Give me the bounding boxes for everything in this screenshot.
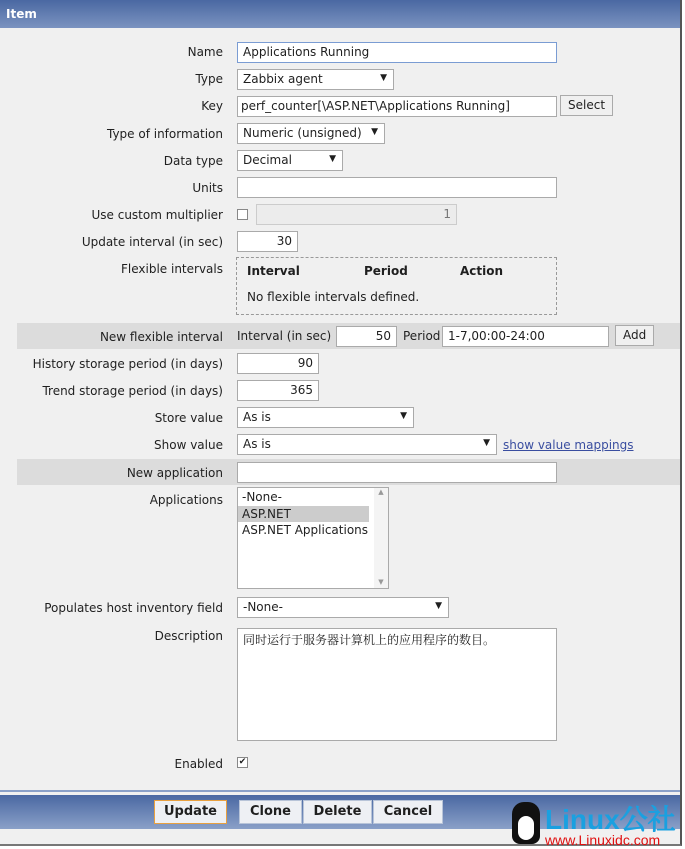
key-input[interactable]: perf_counter[\ASP.NET\Applications Running] [237, 96, 557, 117]
cancel-button[interactable]: Cancel [373, 800, 443, 824]
flex-period-input[interactable]: 1-7,00:00-24:00 [442, 326, 609, 347]
watermark-logo [510, 800, 685, 849]
flex-empty: No flexible intervals defined. [247, 290, 420, 304]
multiplier-label: Use custom multiplier [91, 208, 223, 222]
show-select[interactable]: As is ▼ [237, 434, 497, 455]
data-type-select[interactable]: Decimal ▼ [237, 150, 343, 171]
add-flex-button[interactable]: Add [615, 325, 654, 346]
enabled-label: Enabled [174, 757, 223, 771]
show-value-mappings-link[interactable]: show value mappings [503, 438, 634, 452]
key-label: Key [201, 99, 223, 113]
col-action: Action [460, 264, 504, 278]
flex-intervals-label: Flexible intervals [121, 262, 223, 276]
name-label: Name [187, 45, 223, 59]
flex-period-label: Period [403, 329, 441, 343]
flex-intervals-table [236, 257, 557, 315]
type-select[interactable]: Zabbix agent ▼ [237, 69, 394, 90]
type-label: Type [195, 72, 223, 86]
delete-button[interactable]: Delete [303, 800, 372, 824]
app-option[interactable]: ASP.NET [238, 506, 369, 522]
watermark-brand: Linux公社 [545, 804, 676, 835]
type-info-label: Type of information [106, 127, 223, 141]
multiplier-input[interactable]: 1 [256, 204, 457, 225]
update-button[interactable]: Update [154, 800, 227, 824]
show-label: Show value [154, 438, 223, 452]
store-label: Store value [154, 411, 223, 425]
history-label: History storage period (in days) [32, 357, 223, 371]
applications-label: Applications [149, 493, 223, 507]
units-input[interactable] [237, 177, 557, 198]
multiplier-checkbox[interactable] [237, 209, 248, 220]
update-interval-label: Update interval (in sec) [81, 235, 223, 249]
new-app-label: New application [126, 466, 223, 480]
form-title: Item [0, 0, 680, 28]
applications-scrollbar[interactable]: ▲ ▼ [374, 488, 388, 588]
store-select[interactable]: As is ▼ [237, 407, 414, 428]
select-button[interactable]: Select [560, 95, 613, 116]
type-info-select[interactable]: Numeric (unsigned) ▼ [237, 123, 385, 144]
col-interval: Interval [247, 264, 300, 278]
description-label: Description [154, 629, 223, 643]
divider [0, 790, 680, 792]
trend-input[interactable]: 365 [237, 380, 319, 401]
app-option[interactable]: -None- [242, 490, 282, 504]
description-textarea[interactable]: 同时运行于服务器计算机上的应用程序的数目。 [237, 628, 557, 741]
name-input[interactable]: Applications Running [237, 42, 557, 63]
inventory-select[interactable]: -None- ▼ [237, 597, 449, 618]
trend-label: Trend storage period (in days) [42, 384, 223, 398]
data-type-label: Data type [163, 154, 223, 168]
new-app-input[interactable] [237, 462, 557, 483]
flex-interval-input[interactable]: 50 [336, 326, 397, 347]
enabled-checkbox[interactable]: ✔ [238, 757, 247, 767]
new-flex-label: New flexible interval [99, 330, 223, 344]
applications-list[interactable] [237, 487, 389, 589]
watermark-url: www.Linuxidc.com [545, 832, 661, 848]
col-period: Period [364, 264, 408, 278]
update-interval-input[interactable]: 30 [237, 231, 298, 252]
inventory-label: Populates host inventory field [44, 601, 223, 615]
history-input[interactable]: 90 [237, 353, 319, 374]
penguin-icon [512, 802, 540, 844]
clone-button[interactable]: Clone [239, 800, 302, 824]
units-label: Units [192, 181, 223, 195]
app-option[interactable]: ASP.NET Applications [242, 523, 369, 537]
flex-interval-label: Interval (in sec) [237, 329, 332, 343]
